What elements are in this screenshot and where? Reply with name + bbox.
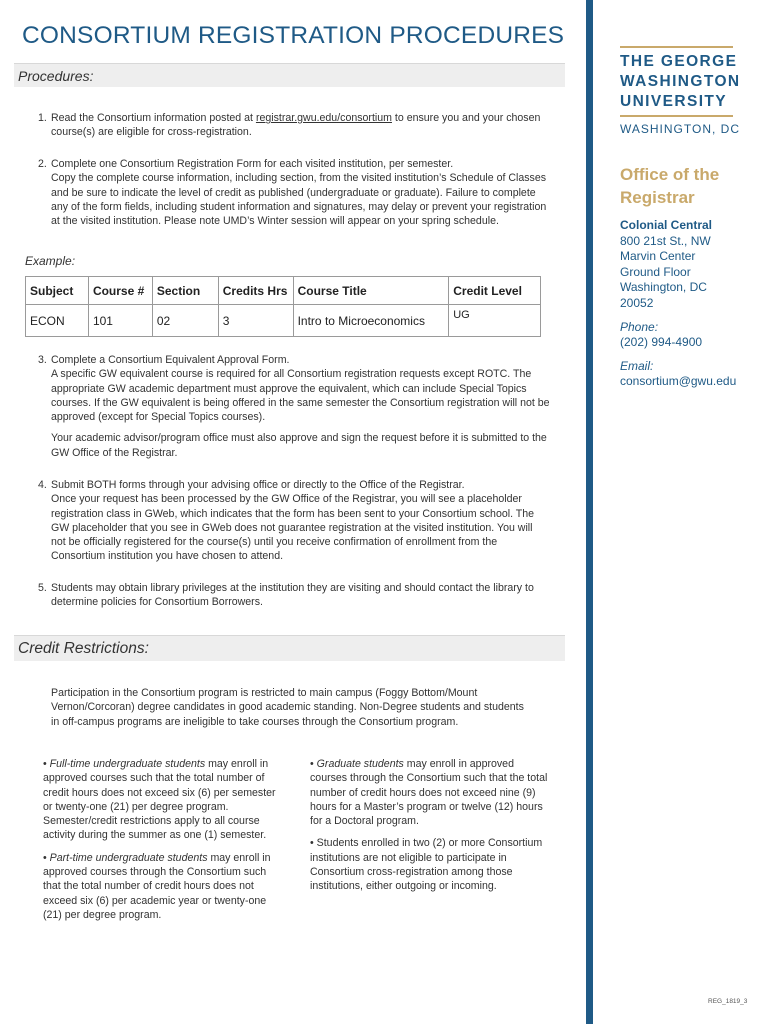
bullet-icon: •	[310, 758, 314, 770]
step-text: Your academic advisor/program office must also approve and sign the request before it is submitted to the GW Office of the Registrar.	[51, 432, 547, 459]
step-2	[38, 157, 550, 228]
office-title-line: Registrar	[620, 188, 695, 207]
table-cell: Intro to Microeconomics	[293, 305, 449, 337]
table-cell: 02	[152, 305, 218, 337]
table-header-cell: Credits Hrs	[218, 277, 293, 305]
contact-block	[620, 218, 765, 390]
step-text: to ensure you and your chosen course(s) are eligible for cross-registration.	[51, 112, 541, 139]
list-item-emphasis: Part-time undergraduate students	[49, 851, 208, 864]
logo-line: UNIVERSITY	[620, 93, 728, 110]
office-title	[620, 163, 760, 209]
logo-rule-top	[620, 46, 733, 48]
page-title: CONSORTIUM REGISTRATION PROCEDURES	[22, 22, 565, 49]
credit-column-left	[43, 757, 283, 930]
list-item	[43, 851, 283, 922]
step-text: Once your request has been processed by the GW Office of the Registrar, you will see a placeholder registration class in GWeb, which indicates that the form has been sent to your Consortium school. The GW placeholder that you see in GWeb does not guarantee registration at the visited institution. You will not be officially registered for the course(s) until you receive confirmation of enrollment from the Consortium institution you have chosen to attend.	[51, 493, 535, 563]
credit-restrictions-heading: Credit Restrictions:	[14, 635, 565, 661]
step-3	[38, 353, 550, 460]
list-item-emphasis: Graduate students	[316, 758, 404, 770]
step-text: A specific GW equivalent course is required for all Consortium registration requests except ROTC. The appropriate GW academic department must approve the equivalent, which can include Special Topics courses. If the GW equivalent is being offered in the same semester the Consortium registration will not be approved (except for Special Topics courses).	[51, 368, 550, 424]
table-header-cell: Course #	[88, 277, 152, 305]
list-item	[310, 757, 550, 828]
bullet-icon: •	[310, 837, 314, 850]
procedures-heading: Procedures:	[14, 63, 565, 87]
list-item-text: may enroll in approved courses through the Consortium such that the total number of credit hours does not exceed six (6) per academic year or twenty-one (21) per degree program.	[43, 851, 271, 921]
table-cell: 101	[88, 305, 152, 337]
list-item-text: Students enrolled in two (2) or more Consortium institutions are not eligible to participate in Consortium cross-registration among those institutions, either outgoing or incoming.	[310, 837, 543, 893]
list-item-emphasis: Full-time undergraduate students	[49, 758, 206, 770]
email-label: Email:	[620, 358, 654, 373]
table-header-cell: Credit Level	[449, 277, 541, 305]
logo-line: WASHINGTON	[620, 73, 741, 90]
step-4	[38, 478, 550, 564]
step-number: 5.	[38, 582, 47, 594]
step-1	[38, 111, 550, 140]
address-line: Marvin Center	[620, 249, 696, 264]
logo-location: WASHINGTON, DC	[620, 122, 741, 136]
list-item-text: may enroll in approved courses such that the total number of credit hours does not exceed six (6) per semester or twenty-one (21) per degree program. Semester/credit restrictions apply to all course activity during the summer as one (1) semester.	[43, 758, 276, 842]
vertical-divider	[586, 0, 593, 1024]
bullet-icon: •	[43, 758, 47, 770]
table-cell: 3	[218, 305, 293, 337]
form-code: REG_1819_3	[708, 998, 748, 1005]
step-text: Read the Consortium information posted at	[51, 112, 256, 124]
credit-column-right	[310, 757, 550, 902]
list-item	[43, 757, 283, 843]
table-header-cell: Course Title	[293, 277, 449, 305]
phone-label: Phone:	[620, 319, 659, 334]
table-header-cell: Subject	[26, 277, 89, 305]
contact-name: Colonial Central	[620, 218, 713, 232]
office-title-line: Office of the	[620, 165, 720, 184]
logo-line: THE GEORGE	[620, 53, 738, 70]
step-5	[38, 581, 550, 610]
table-header-row	[26, 277, 541, 305]
step-number: 3.	[38, 354, 47, 366]
step-lead: Submit BOTH forms through your advising office or directly to the Office of the Registrar.	[51, 479, 465, 491]
table-row	[26, 305, 541, 337]
credit-intro: Participation in the Consortium program is restricted to main campus (Foggy Bottom/Mount Vernon/Corcoran) degree candidates in good academic standing. Non-Degree students and students in off-campus programs are ineligible to take courses through the Consortium program.	[51, 687, 524, 728]
step-text: Copy the complete course information, including section, from the visited institution’s Schedule of Classes and be sure to indicate the level of credit as published (undergraduate or graduate). Failure to complete any of the form fields, including student information and signatures, may delay or prevent your registration at the visited institution. Please note UMD’s Winter session will appear on your spring schedule.	[51, 172, 547, 228]
address-line: Ground Floor	[620, 264, 691, 279]
address-line: 20052	[620, 295, 654, 310]
address-line: Washington, DC	[620, 280, 707, 295]
logo-rule-bottom	[620, 115, 733, 117]
consortium-link[interactable]: registrar.gwu.edu/consortium	[255, 112, 392, 124]
phone-number[interactable]: (202) 994-4900	[620, 335, 703, 350]
example-label: Example:	[25, 254, 76, 268]
sidebar	[620, 0, 770, 1024]
email-address[interactable]: consortium@gwu.edu	[620, 374, 737, 389]
example-table	[25, 276, 541, 337]
step-number: 2.	[38, 158, 47, 170]
address-line: 800 21st St., NW	[620, 233, 711, 248]
table-cell: UG	[449, 305, 541, 337]
table-cell: ECON	[26, 305, 89, 337]
list-item-text: may enroll in approved courses through the Consortium such that the total number of credit hours does not exceed nine (9) hours for a Master’s program or twelve (12) hours for a Doctoral program.	[310, 758, 548, 828]
table-header-cell: Section	[152, 277, 218, 305]
step-lead: Complete a Consortium Equivalent Approval Form.	[51, 354, 290, 366]
step-number: 4.	[38, 479, 47, 491]
list-item	[310, 836, 550, 893]
step-number: 1.	[38, 112, 47, 124]
bullet-icon: •	[43, 851, 47, 864]
step-text: Students may obtain library privileges at the institution they are visiting and should contact the library to determine policies for Consortium Borrowers.	[51, 582, 534, 609]
step-lead: Complete one Consortium Registration Form for each visited institution, per semester.	[51, 158, 454, 170]
